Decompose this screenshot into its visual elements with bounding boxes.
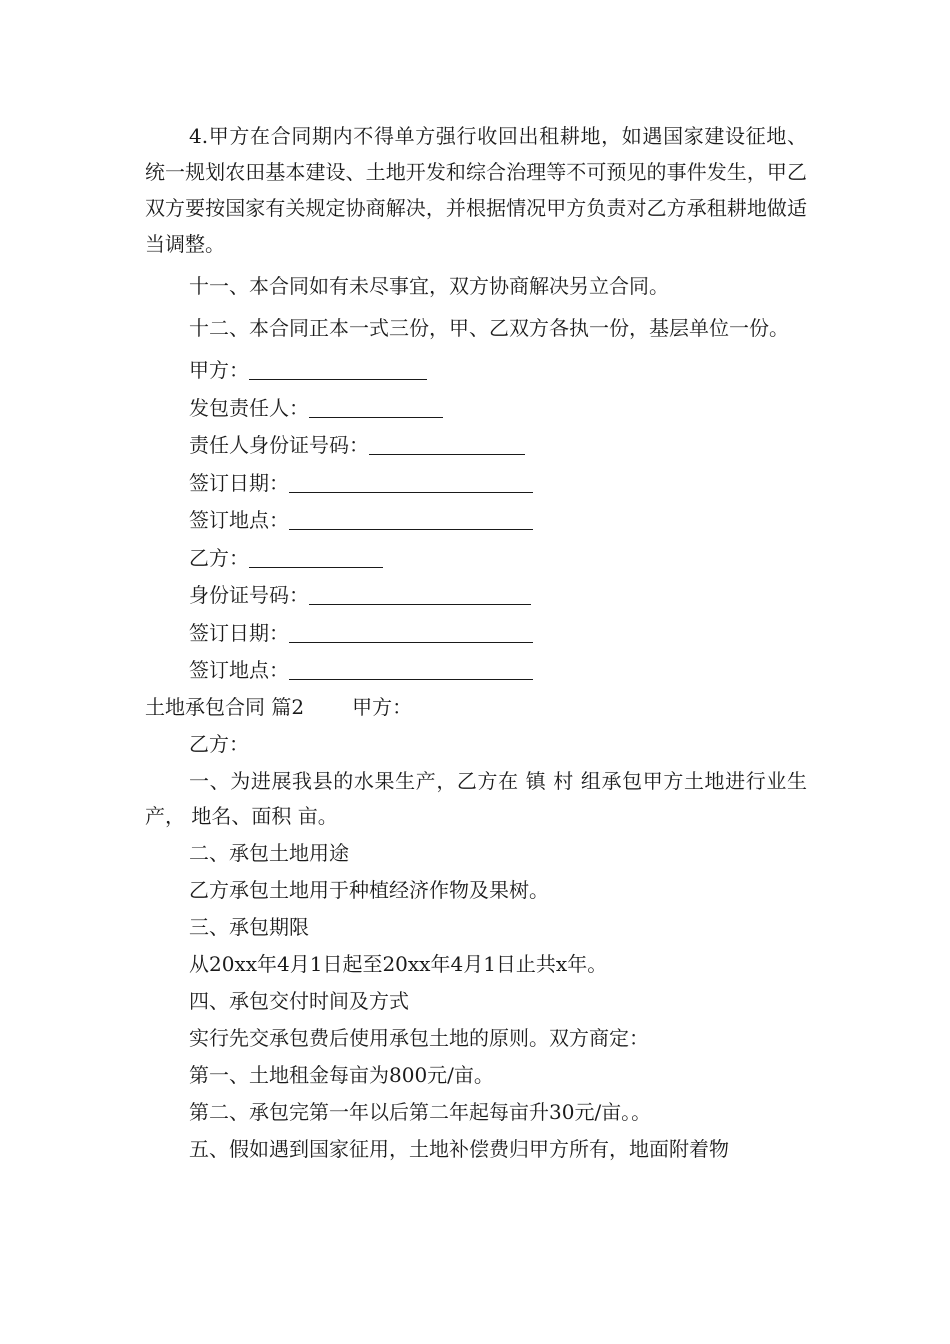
- blank-line: [309, 578, 531, 605]
- document-page: [145, 118, 807, 1169]
- blank-line: [369, 428, 525, 455]
- party-b-label: 乙方：: [189, 731, 249, 756]
- paragraph-rent-2: 第二、承包完第一年以后第二年起每亩升30元/亩。。: [189, 1099, 652, 1124]
- paragraph-rent-1: 第一、土地租金每亩为800元/亩。: [189, 1062, 494, 1087]
- paragraph-section-2-title: 二、承包土地用途: [189, 840, 349, 865]
- blank-line: [289, 653, 533, 680]
- paragraph-clause-12: 十二、本合同正本一式三份，甲、乙双方各执一份，基层单位一份。: [189, 316, 789, 340]
- signature-line-party-b: [145, 540, 807, 578]
- signature-label: 签订日期：: [189, 470, 289, 495]
- blank-line: [249, 541, 383, 568]
- paragraph-clause-11: 十一、本合同如有未尽事宜，双方协商解决另立合同。: [189, 274, 669, 298]
- blank-line: [289, 466, 533, 493]
- blank-line: [249, 353, 427, 380]
- signature-label: 签订日期：: [189, 620, 289, 645]
- paragraph-section-4-body: 实行先交承包费后使用承包土地的原则。双方商定：: [189, 1025, 649, 1050]
- signature-label: 签订地点：: [189, 658, 289, 682]
- paragraph-section-5: 五、假如遇到国家征用，土地补偿费归甲方所有，地面附着物: [189, 1136, 729, 1161]
- blank-line: [289, 503, 533, 530]
- blank-line: [289, 616, 533, 643]
- paragraph-section-3-title: 三、承包期限: [189, 914, 309, 939]
- section-heading: [145, 690, 807, 725]
- paragraph-section-3-body: 从20xx年4月1日起至20xx年4月1日止共x年。: [189, 951, 608, 976]
- signature-line-date-a: [145, 465, 807, 503]
- signature-label: 责任人身份证号码：: [189, 433, 369, 457]
- signature-line-contractor-id: [145, 427, 807, 465]
- signature-label: 甲方：: [189, 358, 249, 382]
- party-a-label: 甲方：: [352, 694, 413, 719]
- signature-label: 身份证号码：: [189, 583, 309, 607]
- paragraph-section-1: 一、为进展我县的水果生产，乙方在 镇 村 组承包甲方土地进行业生产， 地名、面积 亩。: [145, 768, 807, 828]
- signature-label: 乙方：: [189, 545, 249, 570]
- paragraph-clause-4: 4.甲方在合同期内不得单方强行收回出租耕地，如遇国家建设征地、统一规划农田基本建设、土地开发和综合治理等不可预见的事件发生，甲乙双方要按国家有关规定协商解决，并根据情况甲方负责对乙方承租耕地做适当调整。: [145, 124, 807, 256]
- signature-label: 发包责任人：: [189, 395, 309, 420]
- signature-line-party-a: [145, 352, 807, 390]
- blank-line: [309, 391, 443, 418]
- paragraph-section-4-title: 四、承包交付时间及方式: [189, 988, 409, 1013]
- signature-line-id-b: [145, 577, 807, 615]
- signature-line-contractor: [145, 390, 807, 428]
- signature-line-date-b: [145, 615, 807, 653]
- signature-line-place-a: [145, 502, 807, 540]
- signature-line-place-b: [145, 652, 807, 690]
- paragraph-section-2-body: 乙方承包土地用于种植经济作物及果树。: [189, 877, 549, 902]
- signature-block: [145, 352, 807, 690]
- section-title: 土地承包合同 篇2: [145, 694, 305, 719]
- signature-label: 签订地点：: [189, 508, 289, 532]
